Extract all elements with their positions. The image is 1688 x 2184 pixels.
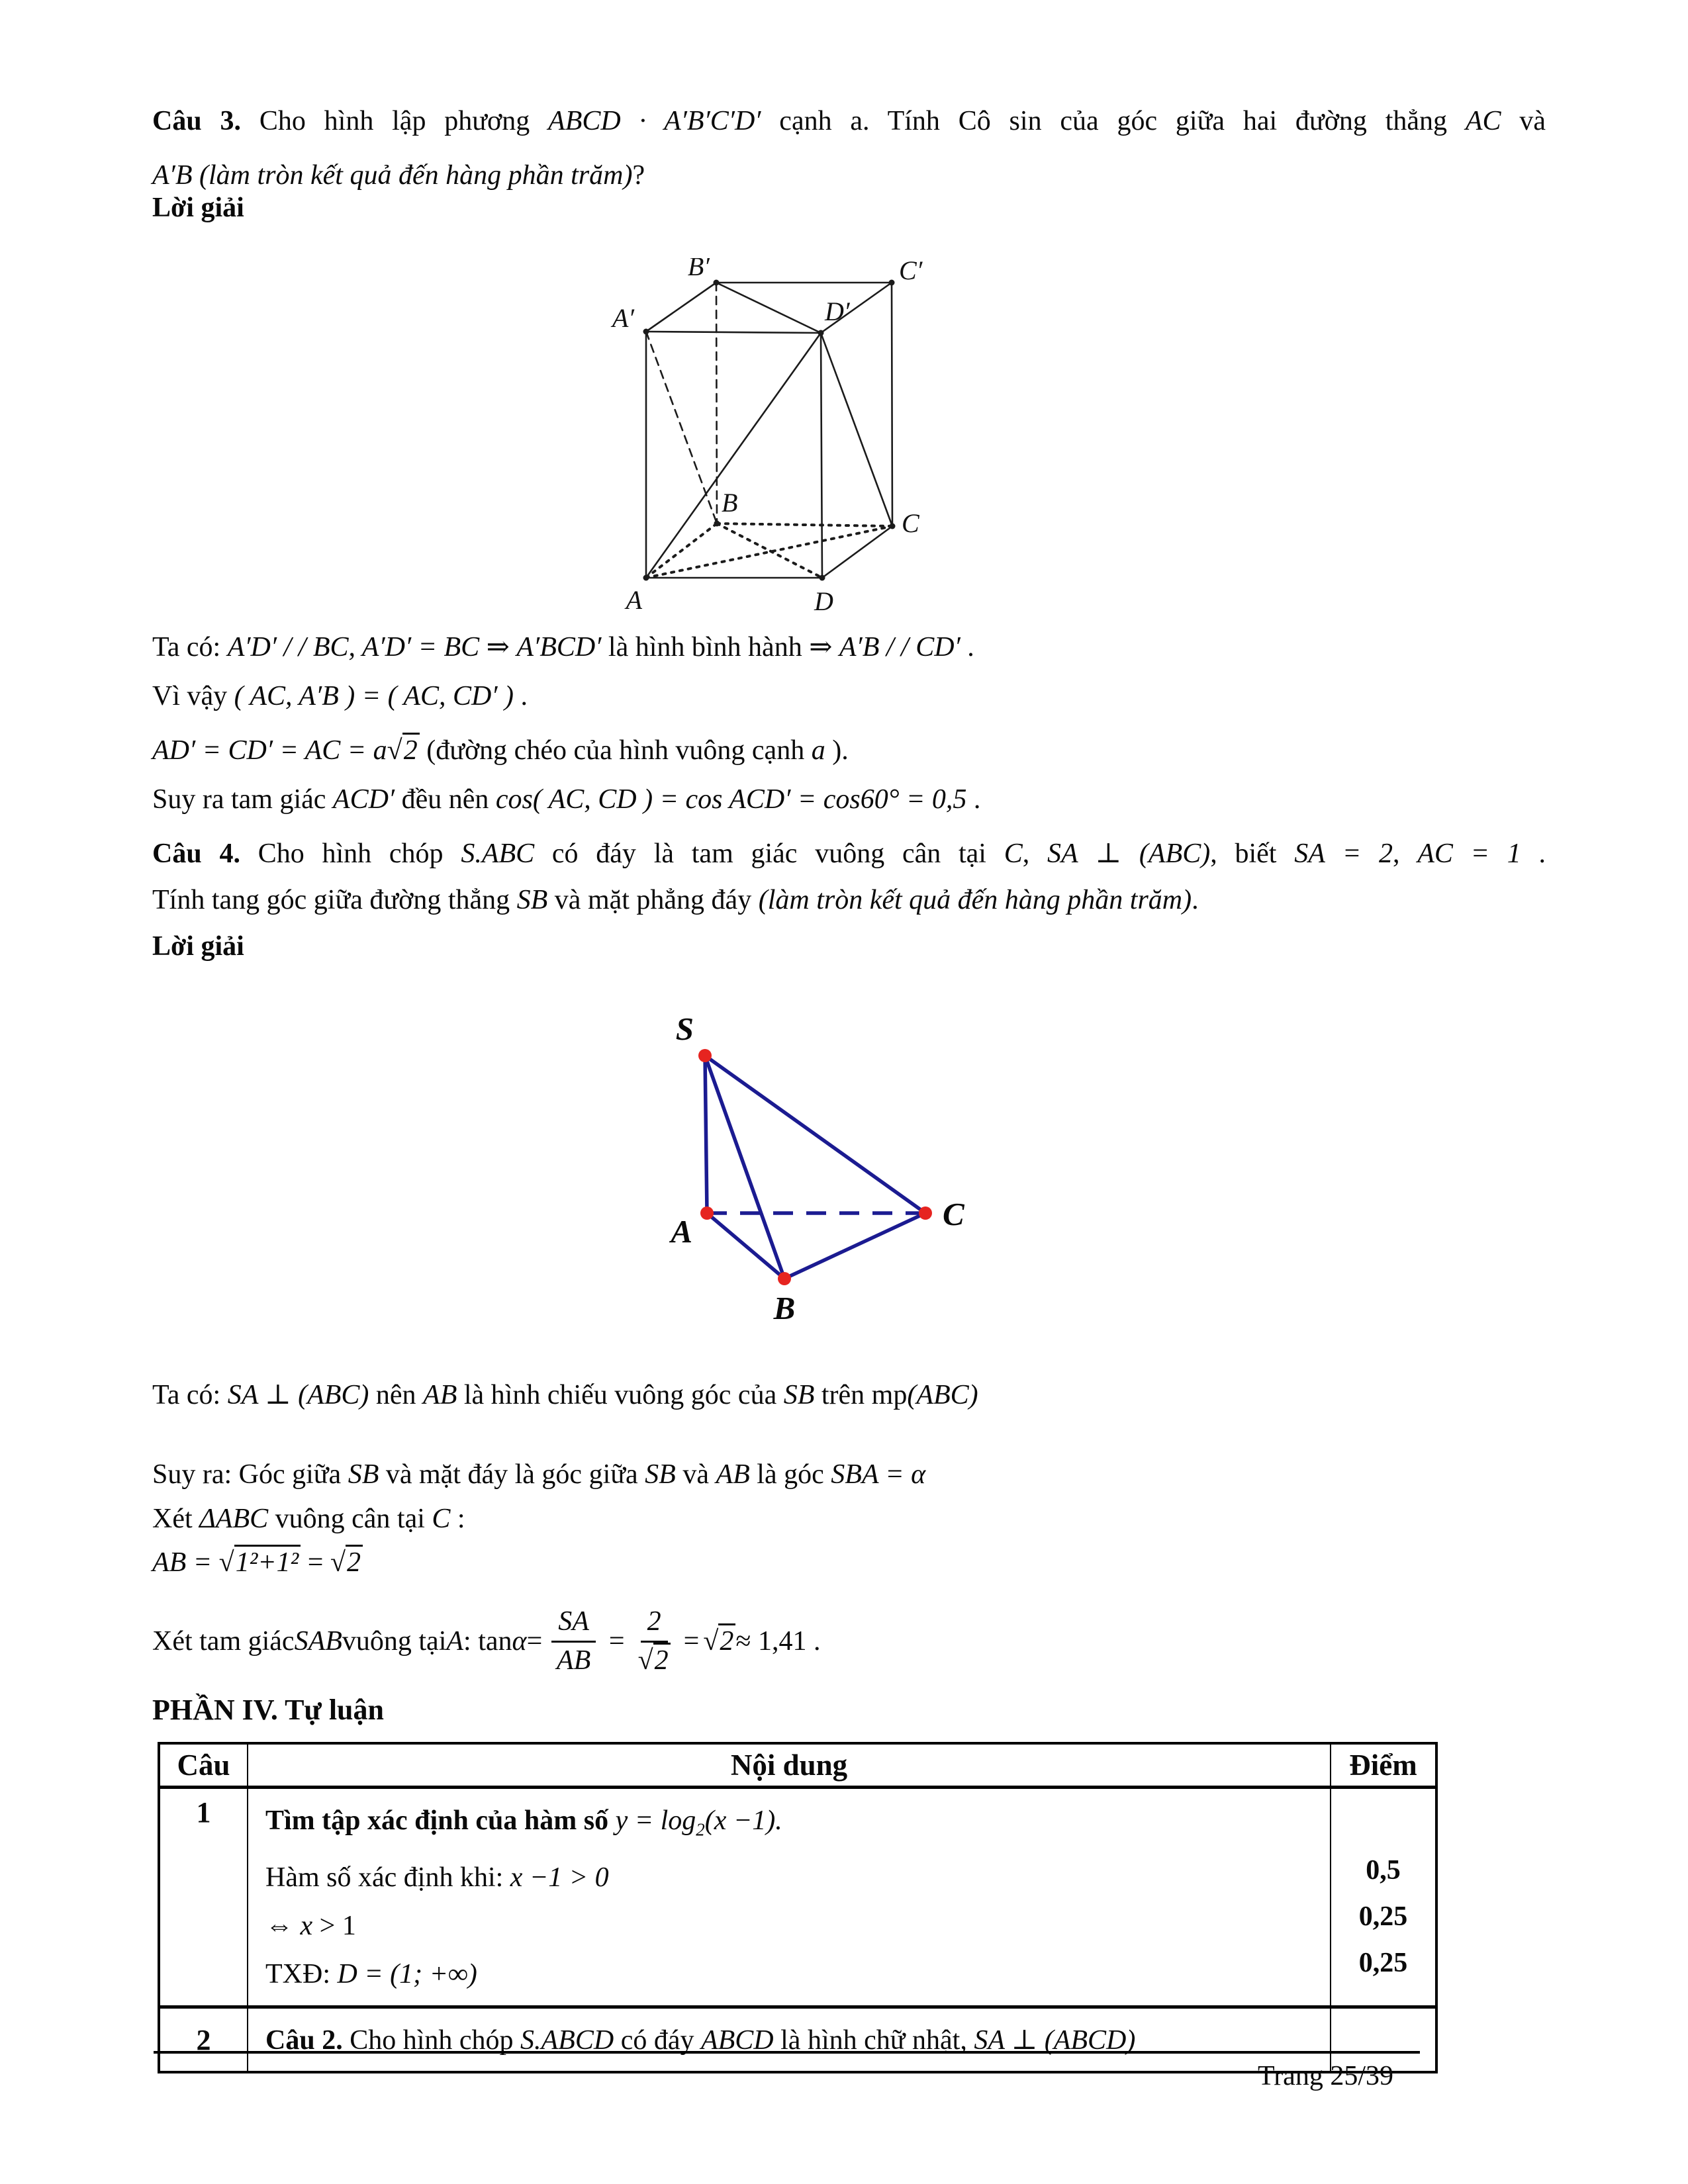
q3-solution-line4: [152, 782, 980, 817]
cube-diagonal-dprime-c: [821, 333, 892, 526]
run: SA ⊥ (ABC): [1047, 839, 1211, 869]
cube-label-c: C: [902, 508, 919, 538]
cube-edge-aprime-dprime: [646, 332, 821, 333]
content-line: [265, 1950, 1323, 1999]
pyramid-vertex-dots: [698, 1049, 932, 1285]
q3-solution-line1: [152, 630, 974, 665]
run: là hình chữ nhật,: [773, 2025, 974, 2056]
run: là hình chiếu vuông góc của: [457, 1380, 784, 1410]
q4-solution-line3: [152, 1502, 465, 1537]
run: Xét tam giác: [152, 1625, 295, 1657]
question-number: 1: [196, 1796, 211, 1829]
cube-diagonal-b-d-hidden: [717, 523, 822, 578]
pyramid-figure: [649, 1009, 1000, 1334]
q4-solution-line1: [152, 1378, 978, 1413]
run: =: [683, 1625, 700, 1657]
grading-table: [158, 1742, 1438, 2073]
run: ΔABC: [199, 1504, 269, 1534]
cube-edge-b-bprime-hidden: [716, 283, 717, 523]
run: .: [1521, 839, 1546, 869]
fraction-2-sqrt2: [638, 1606, 671, 1676]
table-row-1: [159, 1788, 1436, 2007]
table-header-cau: Câu: [159, 1743, 248, 1788]
cube-vertex-cprime: [889, 280, 895, 286]
run: D = (1; +∞): [337, 1959, 477, 1990]
cube-vertex-a: [643, 575, 649, 581]
run: SB: [783, 1380, 815, 1410]
run: SBA = α: [831, 1459, 926, 1490]
content-line: [265, 1854, 1323, 1902]
run: .: [1192, 885, 1199, 915]
run: (làm tròn kết quả đến hàng phần trăm): [758, 885, 1192, 915]
run: a: [811, 735, 825, 766]
run: nên: [369, 1380, 424, 1410]
run: Cho hình chóp: [342, 2025, 521, 2056]
cube-label-a: A: [626, 585, 642, 615]
run: ⇒: [479, 632, 517, 662]
run: ⇔: [265, 1911, 301, 1942]
run: SB: [516, 885, 548, 915]
run: =: [526, 1625, 543, 1657]
run: có đáy là tam giác vuông cân tại: [534, 839, 1004, 869]
q3-solution-line3: [152, 733, 849, 768]
cube-label-aprime: A′: [612, 303, 634, 333]
q4-solution-line5: [152, 1598, 820, 1684]
run: và mặt đáy là góc giữa: [379, 1459, 645, 1490]
fraction-sa-ab: [551, 1606, 596, 1676]
content-line: [265, 1902, 1323, 1950]
pyramid-label-c: C: [943, 1196, 964, 1232]
run: =: [608, 1625, 625, 1657]
run: ,: [1392, 839, 1418, 869]
run: C: [432, 1504, 451, 1534]
run: và: [675, 1459, 716, 1490]
sqrt-expression: √2: [638, 1643, 671, 1676]
run: ?: [632, 160, 645, 191]
denominator: AB: [556, 1645, 591, 1676]
numerator: 2: [641, 1606, 668, 1642]
run: =: [301, 1547, 330, 1578]
run: > 1: [312, 1911, 356, 1942]
cube-vertex-c: [890, 523, 896, 529]
radicand: 2: [653, 1643, 671, 1676]
cube-vertex-aprime: [643, 329, 649, 335]
run: là hình bình hành ⇒: [601, 632, 839, 662]
run: ACD′: [332, 784, 395, 815]
pyramid-label-a: A: [671, 1213, 692, 1250]
run: SB: [348, 1459, 379, 1490]
pyramid-vertex-b: [778, 1272, 791, 1285]
sqrt-expression: √1²+1²: [219, 1545, 301, 1578]
run: y = log: [615, 1805, 696, 1836]
q3-solution-heading: Lời giải: [152, 193, 244, 223]
run: ABCD: [700, 2025, 774, 2056]
run: ABCD · A′B′C′D′: [548, 106, 761, 136]
q4-solution-heading: Lời giải: [152, 931, 244, 962]
cube-label-bprime: B′: [687, 258, 710, 281]
points-cell: [1331, 1788, 1436, 2007]
cube-diagonal-bprime-dprime: [716, 283, 821, 333]
run: .: [960, 632, 974, 662]
question-content-cell: [248, 1788, 1331, 2007]
run: là góc: [749, 1459, 831, 1490]
run: (làm tròn kết quả đến hàng phần trăm): [192, 160, 633, 191]
table-header-diem: Điểm: [1331, 1743, 1436, 1788]
cube-figure: [596, 258, 966, 629]
run: Câu 2.: [265, 2025, 343, 2056]
pyramid-vertex-c: [919, 1206, 932, 1220]
run: .: [514, 681, 528, 711]
run: AB =: [152, 1547, 219, 1578]
run: trên mp: [814, 1380, 908, 1410]
cube-vertex-bprime: [714, 280, 720, 286]
cube-vertex-d: [820, 575, 825, 581]
cube-edge-aprime-bprime: [646, 283, 716, 332]
run: , biết: [1210, 839, 1295, 869]
run: Suy ra tam giác: [152, 784, 333, 815]
q4-solution-line2: [152, 1457, 925, 1492]
run: Suy ra: Góc giữa: [152, 1459, 348, 1490]
run: và mặt phẳng đáy: [547, 885, 759, 915]
run: Vì vậy: [152, 681, 234, 711]
radicand: 2: [402, 733, 420, 766]
cube-edges: [646, 283, 892, 578]
q4-label: Câu 4.: [152, 839, 240, 869]
grading-table-wrap: [158, 1742, 1435, 2073]
run: ,: [1022, 839, 1048, 869]
question-number-cell: [159, 1788, 248, 2007]
cube-diagonal-a-c-hidden: [646, 526, 892, 578]
part4-heading: PHẦN IV. Tự luận: [152, 1694, 385, 1726]
page-number: Trang 25/39: [1258, 2061, 1393, 2091]
run: (x −1).: [704, 1805, 782, 1836]
run: A′B: [152, 160, 193, 191]
points-value: 0,25: [1358, 1948, 1408, 1978]
run: S.ABCD: [520, 2025, 614, 2056]
radicand: 1²+1²: [234, 1545, 301, 1578]
run: A′D′ / / BC, A′D′ = BC: [227, 632, 480, 662]
run: SAB: [294, 1625, 342, 1657]
run: α: [512, 1625, 527, 1657]
run: Ta có:: [152, 1380, 228, 1410]
pyramid-label-s: S: [675, 1011, 694, 1047]
denominator: [638, 1643, 671, 1676]
pyramid-edge-b-c: [784, 1213, 925, 1279]
run: C: [1004, 839, 1023, 869]
table-header-noi-dung: Nội dung: [248, 1743, 1331, 1788]
run: (đường chéo của hình vuông cạnh: [419, 735, 812, 766]
pyramid-label-b: B: [773, 1290, 796, 1326]
pyramid-vertex-s: [698, 1049, 712, 1062]
pyramid-vertex-a: [700, 1206, 714, 1220]
cube-edge-b-c-hidden: [717, 523, 892, 526]
cube-label-d: D: [814, 586, 833, 616]
run: vuông cân tại: [268, 1504, 432, 1534]
run: Cho hình lập phương: [241, 106, 549, 136]
content-line: [265, 1797, 1323, 1854]
run: AC: [1465, 106, 1501, 136]
sqrt-expression: √2: [387, 733, 420, 766]
run: Tính tang góc giữa đường thẳng: [152, 885, 517, 915]
cube-diagonal-a-dprime: [646, 333, 821, 578]
run: và: [1501, 106, 1546, 136]
run: SA ⊥ (ABCD): [974, 2025, 1136, 2056]
run: TXĐ:: [265, 1959, 338, 1990]
run: cạnh a. Tính Cô sin của góc giữa hai đường thẳng: [761, 106, 1466, 136]
radicand: 2: [346, 1545, 363, 1578]
run: Xét: [152, 1504, 200, 1534]
run: Hàm số xác định khi:: [265, 1862, 510, 1893]
run: A′B / / CD′: [839, 632, 961, 662]
sqrt-expression: √2: [330, 1545, 363, 1578]
run: x −1 > 0: [510, 1862, 609, 1893]
radicand: 2: [718, 1623, 735, 1657]
run: :: [450, 1504, 465, 1534]
numerator: SA: [551, 1606, 596, 1642]
run: Tìm tập xác định của hàm số: [265, 1805, 616, 1836]
run: S.ABC: [461, 839, 535, 869]
run: x: [300, 1911, 313, 1942]
run: đều nên: [395, 784, 496, 815]
run: A: [446, 1625, 464, 1657]
q4-solution-line4: [152, 1545, 363, 1580]
q3-solution-line2: [152, 679, 528, 714]
run: AB: [716, 1459, 750, 1490]
q4-statement-line1: [152, 837, 1546, 872]
cube-label-b: B: [722, 488, 738, 518]
run: SB: [645, 1459, 676, 1490]
pyramid-edges: [705, 1056, 925, 1279]
run: Cho hình chóp: [240, 839, 461, 869]
q4-statement-line2: [152, 883, 1199, 918]
sqrt-expression: √2: [703, 1624, 735, 1659]
run: cos( AC, CD ) = cos ACD′ = cos60° = 0,5: [495, 784, 967, 815]
run: AD′ = CD′ = AC = a: [152, 735, 387, 766]
question-number: 2: [196, 2023, 211, 2056]
run: ( AC, A′B ) = ( AC, CD′ ): [234, 681, 514, 711]
cube-label-dprime: D′: [825, 296, 850, 326]
cube-label-cprime: C′: [899, 258, 923, 285]
page-footer: [154, 2051, 1420, 2092]
table-header-row: [159, 1743, 1436, 1788]
run: AB: [423, 1380, 457, 1410]
run: (ABC): [907, 1380, 978, 1410]
run: SA = 2: [1294, 839, 1393, 869]
run: vuông tại: [342, 1625, 447, 1657]
run: Ta có:: [152, 632, 228, 662]
run: A′BCD′: [516, 632, 602, 662]
run: ≈ 1,41 .: [735, 1625, 821, 1657]
run: .: [966, 784, 981, 815]
points-value: 0,5: [1366, 1855, 1401, 1886]
pyramid-edge-s-a: [705, 1056, 707, 1213]
q3-label: Câu 3.: [152, 106, 242, 136]
cube-diagonal-aprime-b-hidden: [646, 332, 717, 523]
cube-vertex-b: [714, 521, 720, 527]
run: AC = 1: [1417, 839, 1521, 869]
run: SA ⊥ (ABC): [227, 1380, 369, 1410]
run: : tan: [463, 1625, 512, 1657]
cube-vertex-dprime: [818, 330, 824, 336]
run: có đáy: [614, 2025, 701, 2056]
points-value: 0,25: [1358, 1901, 1408, 1932]
run: ).: [825, 735, 849, 766]
pyramid-edge-s-c: [705, 1056, 925, 1213]
log-base: 2: [696, 1819, 705, 1840]
q3-statement-line2: [152, 158, 645, 193]
q3-statement-line1: [152, 104, 1546, 139]
